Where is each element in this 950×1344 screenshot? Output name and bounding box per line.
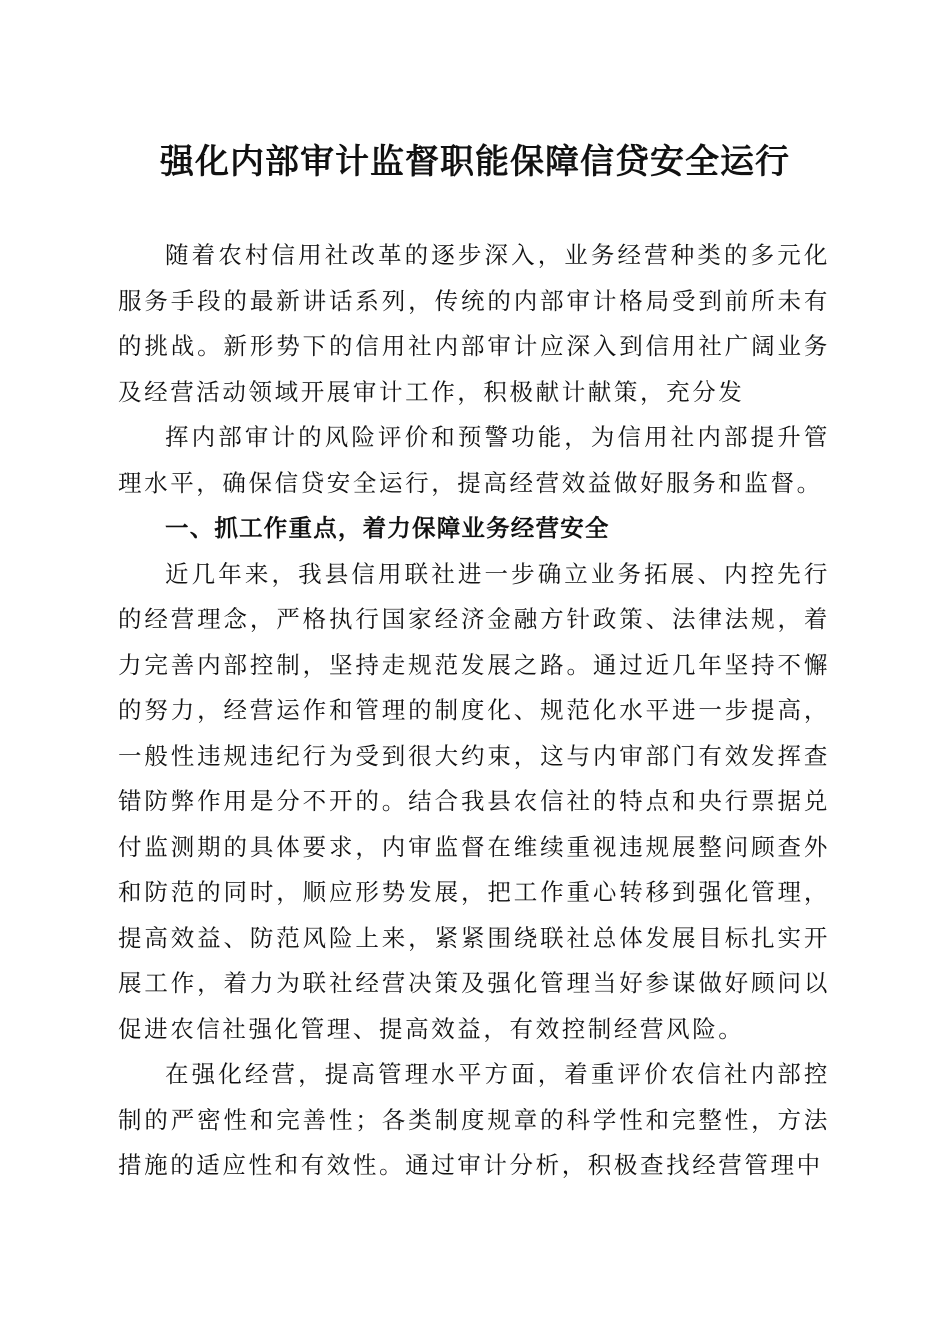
paragraph-section-1: 近几年来，我县信用联社进一步确立业务拓展、内控先行的经营理念，严格执行国家经济金融方针政策、法律法规，着力完善内部控制，坚持走规范发展之路。通过近几年坚持不懈的努力，经营运作和管理的制度化、规范化水平进一步提高，一般性违规违纪行为受到很大约束，这与内审部门有效发挥查错防弊作用是分不开的。结合我县农信社的特点和央行票据兑付监测期的具体要求，内审监督在维续重视违规展整问顾查外和防范的同时，顺应形势发展，把工作重心转移到强化管理，提高效益、防范风险上来，紧紧围绕联社总体发展目标扎实开展工作，着力为联社经营决策及强化管理当好参谋做好顾问以促进农信社强化管理、提高效益，有效控制经营风险。 [118,559,830,1043]
paragraph-management: 在强化经营，提高管理水平方面，着重评价农信社内部控制的严密性和完善性；各类制度规章的科学性和完整性，方法措施的适应性和有效性。通过审计分析，积极查找经营管理中 [118,1060,830,1179]
paragraph-intro: 随着农村信用社改革的逐步深入，业务经营种类的多元化服务手段的最新讲话系列，传统的内部审计格局受到前所未有的挑战。新形势下的信用社内部审计应深入到信用社广阔业务及经营活动领域开展审计工作，积极献计献策，充分发 [118,241,830,406]
paragraph-intro-continued: 挥内部审计的风险评价和预警功能，为信用社内部提升管理水平，确保信贷安全运行，提高经营效益做好服务和监督。 [118,423,830,497]
section-heading-1: 一、抓工作重点，着力保障业务经营安全 [165,514,610,542]
document-body [118,233,830,1189]
document-title: 强化内部审计监督职能保障信贷安全运行 [160,142,790,182]
